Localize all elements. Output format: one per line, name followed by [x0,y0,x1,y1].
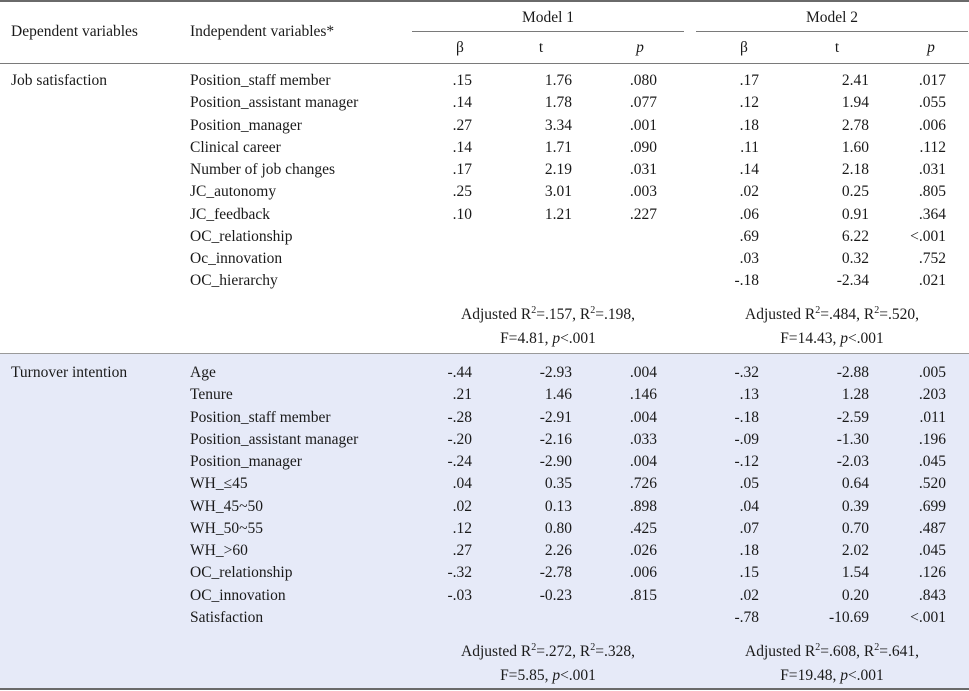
m2-beta-cell: .02 [739,183,759,201]
m1-beta-cell: -.20 [447,430,472,448]
independent-variable-label: WH_≤45 [190,475,248,493]
m2-beta-cell: -.32 [734,364,759,381]
independent-variable-label: Tenure [190,386,233,404]
m2-t-value-cell: -2.34 [836,272,869,290]
m2-beta-cell: -.09 [734,430,759,448]
model2-fit-turnover-intention: Adjusted $R^2=.608$, $R^2=.641$, F=19.48, p<.001 [745,641,919,684]
model2-fit-job-satisfaction: Adjusted $R^2=.484$, $R^2=.520$, F=14.43, p<.001 [745,304,919,347]
m1-t-value-cell: 0.80 [544,519,572,537]
adjusted-r2: .157 [544,306,573,323]
m1-beta-cell: -.44 [447,364,472,381]
m2-p-value-cell: .006 [918,116,946,134]
m1-beta-cell: -.03 [447,586,472,604]
m1-t-value-cell: -2.78 [539,564,572,582]
independent-variable-label: Position_manager [190,116,302,134]
independent-variable-label: Clinical career [190,138,281,156]
m1-t-header: t [538,39,544,56]
m2-beta-cell: .15 [739,564,759,582]
independent-variable-label: Position_staff member [190,72,331,89]
model1-fit-turnover-intention: Adjusted $R^2=.272$, $R^2=.328$, F=5.85, p<.001 [461,641,635,684]
m1-beta-cell: .15 [452,72,472,89]
m2-p-value-cell: .487 [918,519,946,537]
m2-p-value-cell: .011 [919,408,946,426]
bottom-rule [0,688,969,690]
r2: .328 [603,643,632,660]
f-value: 5.85 [517,667,545,684]
m1-t-value-cell: 0.13 [544,497,572,515]
m2-beta-header: β [740,39,748,56]
m2-beta-cell: .06 [739,205,759,223]
m1-beta-cell: .02 [452,497,472,515]
m1-p-value-cell: .033 [629,430,657,448]
independent-variable-label: Position_assistant manager [190,94,359,112]
m2-p-value-cell: .364 [918,205,946,223]
m2-p-value-cell: .699 [918,497,946,515]
independent-variables-header: Independent variables* [190,23,335,40]
m1-t-value-cell: 2.19 [544,161,572,178]
m1-beta-cell: .17 [452,161,472,178]
independent-variable-label: Number of job changes [190,161,336,178]
m2-p-value-cell: <.001 [910,608,946,626]
f-value: 19.48 [797,667,833,684]
independent-variable-label: OC_hierarchy [190,272,278,290]
m2-t-header: t [834,39,840,56]
m2-t-value-cell: -10.69 [828,608,869,626]
m1-t-value-cell: -0.23 [539,586,572,604]
m2-beta-cell: .07 [739,519,759,537]
m2-p-value-cell: .031 [918,161,946,178]
m2-t-value-cell: 0.91 [841,205,869,223]
m2-p-header: p [927,39,935,56]
independent-variable-label: JC_autonomy [190,183,277,201]
m1-p-value-cell: .425 [629,519,657,537]
m2-beta-cell: .14 [739,161,759,178]
m1-beta-cell: .27 [452,116,472,134]
m2-p-value-cell: .045 [918,542,946,559]
m2-t-value-cell: -1.30 [836,430,869,448]
m1-t-value-cell: 3.34 [544,116,572,134]
m2-t-value-cell: 0.25 [841,183,869,201]
m1-t-value-cell: -2.16 [539,430,572,448]
m2-p-value-cell: .055 [918,94,946,112]
model1-fit-job-satisfaction: Adjusted $R^2=.157$, $R^2=.198$, F=4.81, p<.001 [461,304,635,347]
m1-beta-cell: -.28 [447,408,472,426]
m1-t-value-cell: 0.35 [544,475,572,493]
model1-rule [412,31,684,32]
m2-beta-cell: -.18 [734,272,759,290]
m2-t-value-cell: 0.32 [841,250,869,267]
m1-p-value-cell: .004 [629,453,657,470]
f-value: 4.81 [517,330,545,347]
m2-beta-cell: -.12 [734,453,759,470]
m1-t-value-cell: 3.01 [544,183,572,201]
adjusted-r2: .484 [828,306,857,323]
r2: .520 [887,306,916,323]
independent-variable-label: WH_>60 [190,542,248,559]
m2-beta-cell: .18 [739,116,759,134]
m2-t-value-cell: -2.59 [836,408,869,426]
m1-p-value-cell: .726 [629,475,657,493]
independent-variable-label: Satisfaction [190,608,264,626]
m2-t-value-cell: 0.39 [841,497,869,515]
adjusted-r2: .272 [544,643,573,660]
m1-beta-cell: .14 [452,94,472,112]
m2-beta-cell: -.18 [734,408,759,426]
m1-t-value-cell: -2.93 [539,364,572,381]
p-value: <.001 [560,667,596,684]
p-value: <.001 [847,330,884,347]
m2-t-value-cell: -2.03 [836,453,869,470]
m1-t-value-cell: -2.91 [539,408,572,426]
m2-beta-cell: .18 [739,542,759,559]
m1-p-value-cell: .031 [629,161,657,178]
model1-header: Model 1 [521,9,575,26]
m1-p-header: p [636,39,644,56]
r2: .641 [887,643,916,660]
section-label-job-satisfaction: Job satisfaction [11,72,107,89]
m1-beta-cell: -.32 [447,564,472,582]
independent-variable-label: Position_assistant manager [190,430,359,448]
section-label-turnover-intention: Turnover intention [11,364,128,381]
model2-rule [696,31,968,32]
m1-t-value-cell: 1.71 [544,138,572,156]
m2-p-value-cell: .017 [918,72,946,89]
m2-t-value-cell: 2.41 [841,72,869,89]
m2-p-value-cell: .196 [918,430,946,448]
m1-t-value-cell: 1.78 [544,94,572,112]
m2-t-value-cell: 1.54 [841,564,869,582]
m2-p-value-cell: .203 [918,386,946,404]
m2-beta-cell: .13 [739,386,759,404]
m1-t-value-cell: 1.76 [544,72,572,89]
m2-p-value-cell: .805 [918,183,946,201]
m2-t-value-cell: 0.70 [841,519,869,537]
m1-t-value-cell: 1.21 [544,205,572,223]
m1-p-value-cell: .227 [629,205,657,223]
independent-variable-label: Age [190,364,216,381]
m2-p-value-cell: .005 [918,364,946,381]
m2-t-value-cell: 0.20 [841,586,869,604]
m2-t-value-cell: 2.02 [841,542,869,559]
p-value: <.001 [560,330,596,347]
m2-p-value-cell: .112 [919,138,946,156]
m2-beta-cell: .69 [739,227,759,245]
m1-beta-cell: .14 [452,138,472,156]
m1-p-value-cell: .146 [629,386,657,404]
m1-beta-cell: .10 [452,205,472,223]
section-rule [0,353,969,354]
top-rule [0,0,969,2]
m2-beta-cell: .04 [739,497,759,515]
m2-t-value-cell: 2.78 [841,116,869,134]
m1-p-value-cell: .815 [629,586,657,604]
m2-t-value-cell: 0.64 [841,475,869,493]
m2-t-value-cell: 1.94 [841,94,869,112]
dependent-variables-header: Dependent variables [11,23,138,40]
m2-p-value-cell: .843 [918,586,946,604]
m2-t-value-cell: 2.18 [841,161,869,178]
independent-variable-label: OC_innovation [190,586,286,604]
m2-p-value-cell: <.001 [910,227,946,245]
m2-p-value-cell: .045 [918,453,946,470]
m2-beta-cell: -.78 [734,608,759,626]
m1-beta-header: β [456,39,464,56]
r2: .198 [603,306,632,323]
m1-p-value-cell: .026 [629,542,657,559]
p-value: <.001 [847,667,884,684]
m1-t-value-cell: 1.46 [544,386,572,404]
m2-beta-cell: .05 [739,475,759,493]
m1-t-value-cell: -2.90 [539,453,572,470]
m1-beta-cell: .12 [452,519,472,537]
m2-beta-cell: .17 [739,72,759,89]
m1-beta-cell: .27 [452,542,472,559]
independent-variable-label: JC_feedback [190,205,271,223]
header-rule [0,63,969,64]
m1-p-value-cell: .001 [629,116,657,134]
model2-header: Model 2 [805,9,859,26]
m2-p-value-cell: .126 [918,564,946,582]
m2-t-value-cell: 1.28 [841,386,869,404]
independent-variable-label: Position_manager [190,453,302,470]
independent-variable-label: Oc_innovation [190,250,283,267]
m2-p-value-cell: .021 [918,272,946,290]
m1-beta-cell: -.24 [447,453,472,470]
m2-beta-cell: .02 [739,586,759,604]
m1-t-value-cell: 2.26 [544,542,572,559]
m1-p-value-cell: .006 [629,564,657,582]
m1-p-value-cell: .080 [629,72,657,89]
m2-beta-cell: .11 [740,138,759,156]
m1-p-value-cell: .090 [629,138,657,156]
m1-beta-cell: .21 [452,386,472,404]
m1-p-value-cell: .898 [629,497,657,515]
m1-beta-cell: .25 [452,183,472,201]
m2-beta-cell: .12 [739,94,759,112]
m2-t-value-cell: 6.22 [841,227,869,245]
m2-p-value-cell: .520 [918,475,946,493]
adjusted-r2: .608 [828,643,857,660]
f-value: 14.43 [797,330,833,347]
independent-variable-label: OC_relationship [190,227,293,245]
m1-p-value-cell: .004 [629,364,657,381]
m1-p-value-cell: .077 [629,94,657,112]
independent-variable-label: Position_staff member [190,408,331,426]
m2-p-value-cell: .752 [918,250,946,267]
independent-variable-label: WH_45~50 [190,497,263,515]
m2-t-value-cell: -2.88 [836,364,869,381]
m2-beta-cell: .03 [739,250,759,267]
m1-p-value-cell: .004 [629,408,657,426]
m1-p-value-cell: .003 [629,183,657,201]
independent-variable-label: WH_50~55 [190,519,263,537]
independent-variable-label: OC_relationship [190,564,293,582]
m2-t-value-cell: 1.60 [841,138,869,156]
m1-beta-cell: .04 [452,475,472,493]
